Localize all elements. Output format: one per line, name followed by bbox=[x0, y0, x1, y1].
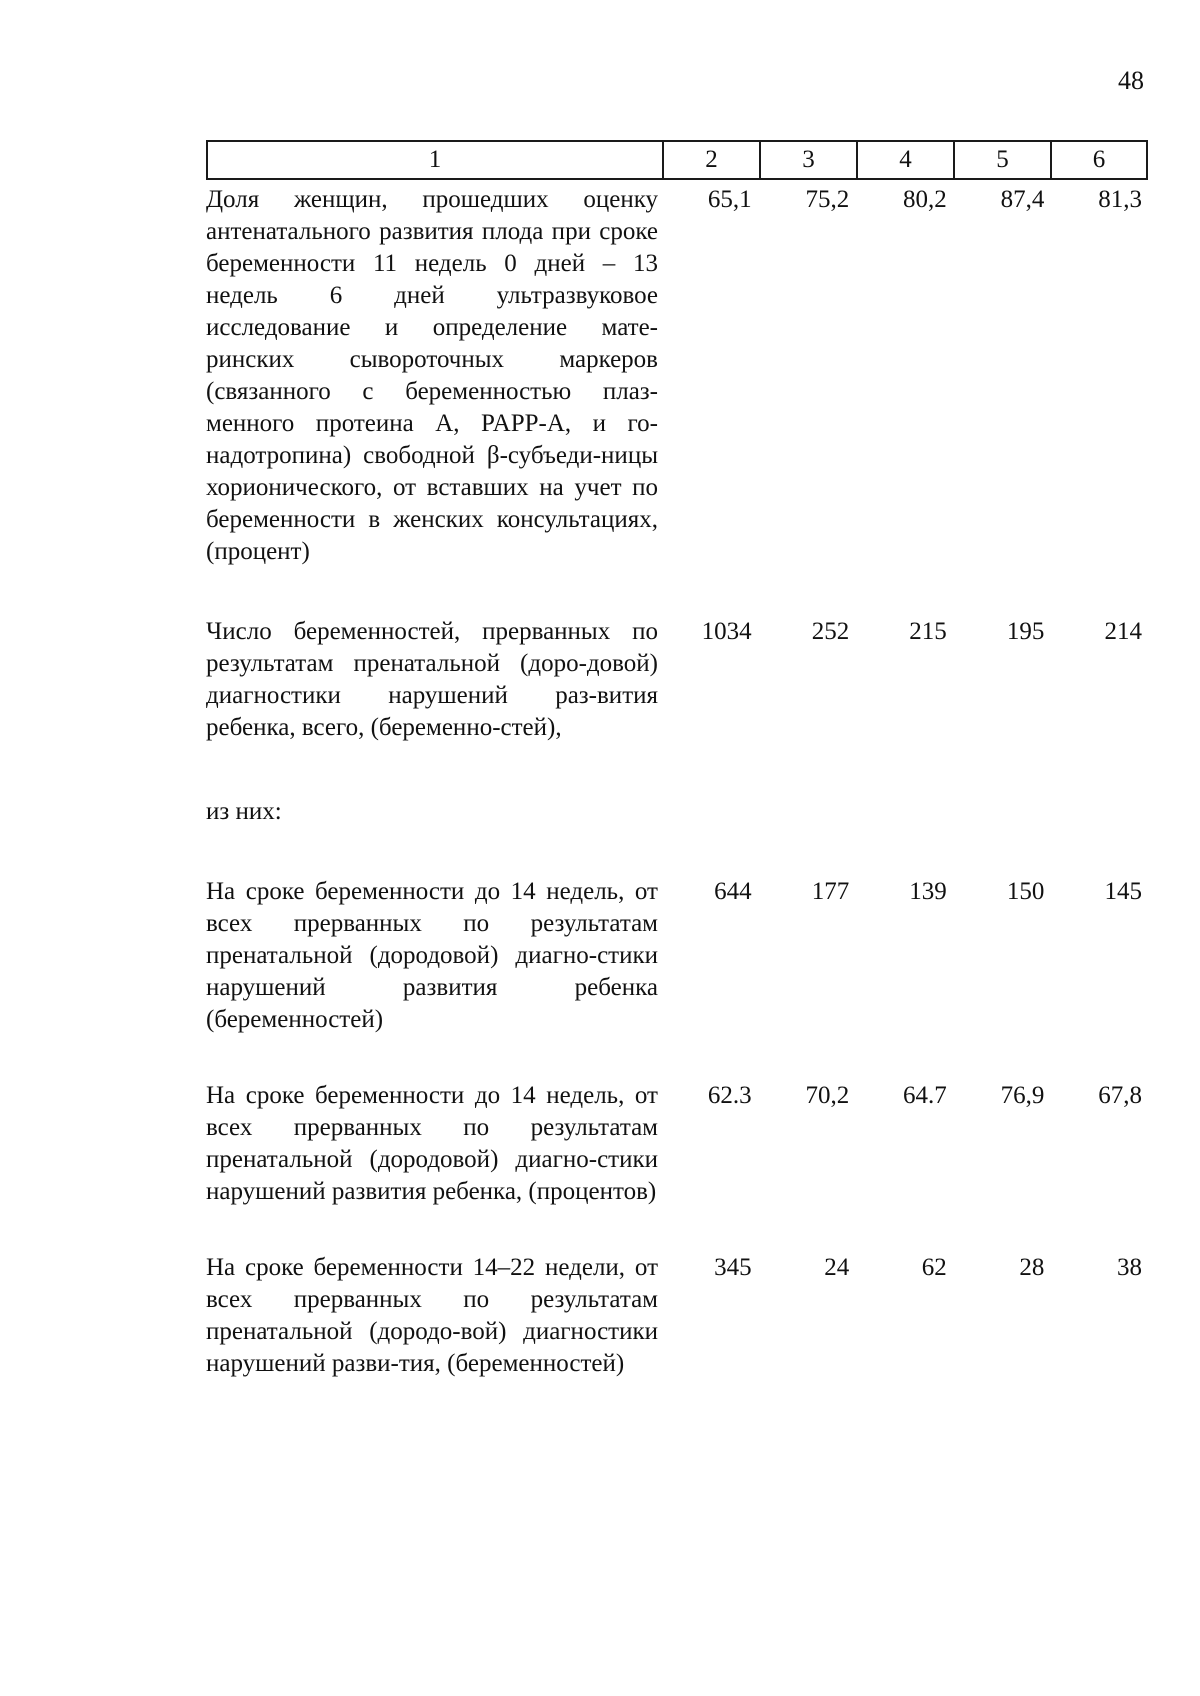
header-cell-6: 6 bbox=[1051, 141, 1147, 179]
subheading: из них: bbox=[206, 798, 282, 825]
table-row bbox=[206, 1080, 1146, 1208]
row-value: 87,4 bbox=[1000, 186, 1045, 213]
row-value: 75,2 bbox=[805, 186, 850, 213]
row-value: 215 bbox=[909, 618, 947, 645]
row-value: 81,3 bbox=[1098, 186, 1142, 213]
row-value: 150 bbox=[1006, 878, 1045, 905]
header-row bbox=[207, 141, 1147, 179]
row-value: 24 bbox=[824, 1254, 850, 1281]
table-row bbox=[206, 876, 1146, 1036]
row-label: Доля женщин, прошедших оценку антенатального развития плода при сроке беременности 11 недель 0 дней – 13 недель 6 дней ультразвуковое исследование и определение мате-ринских сывороточных маркеров (связанного с беременностью плаз-менного протеина А, PAPP-A, и го-надотропина) свободной β-субъеди-ницы хорионического, от вставших на учет по беременности в женских консультациях, (процент) bbox=[206, 186, 658, 565]
row-value: 80,2 bbox=[903, 186, 947, 213]
row-value: 195 bbox=[1006, 618, 1045, 645]
row-value: 70,2 bbox=[805, 1082, 850, 1109]
column-header-table bbox=[206, 140, 1148, 180]
table-row bbox=[206, 184, 1146, 568]
table-row bbox=[206, 616, 1146, 744]
row-value: 62.3 bbox=[707, 1082, 752, 1109]
row-label: На сроке беременности до 14 недель, от всех прерванных по результатам пренатальной (дородовой) диагно-стики нарушений развития ребенка, (процентов) bbox=[206, 1082, 658, 1205]
header-cell-5: 5 bbox=[954, 141, 1051, 179]
table-body bbox=[206, 184, 1146, 1380]
row-value: 64.7 bbox=[903, 1082, 947, 1109]
row-value: 67,8 bbox=[1098, 1082, 1142, 1109]
row-value: 62 bbox=[921, 1254, 947, 1281]
header-cell-1: 1 bbox=[207, 141, 663, 179]
row-label: Число беременностей, прерванных по результатам пренатальной (доро-довой) диагностики нарушений раз-вития ребенка, всего, (беременно-стей), bbox=[206, 618, 658, 741]
row-value: 345 bbox=[714, 1254, 752, 1281]
header-cell-4: 4 bbox=[857, 141, 954, 179]
row-label: На сроке беременности 14–22 недели, от всех прерванных по результатам пренатальной (дородо-вой) диагностики нарушений разви-тия, (беременностей) bbox=[206, 1254, 658, 1377]
table-row bbox=[206, 1252, 1146, 1380]
row-value: 252 bbox=[811, 618, 850, 645]
row-value: 76,9 bbox=[1000, 1082, 1045, 1109]
header-cell-2: 2 bbox=[663, 141, 760, 179]
row-value: 28 bbox=[1019, 1254, 1045, 1281]
row-value: 644 bbox=[714, 878, 752, 905]
row-value: 139 bbox=[909, 878, 947, 905]
row-value: 1034 bbox=[701, 618, 752, 645]
row-value: 38 bbox=[1116, 1254, 1142, 1281]
row-value: 65,1 bbox=[707, 186, 752, 213]
page-number: 48 bbox=[1118, 66, 1144, 95]
row-value: 177 bbox=[811, 878, 850, 905]
row-value: 214 bbox=[1104, 618, 1142, 645]
row-label: На сроке беременности до 14 недель, от всех прерванных по результатам пренатальной (дородовой) диагно-стики нарушений развития ребенка (беременностей) bbox=[206, 878, 658, 1033]
header-cell-3: 3 bbox=[760, 141, 857, 179]
row-value: 145 bbox=[1104, 878, 1142, 905]
